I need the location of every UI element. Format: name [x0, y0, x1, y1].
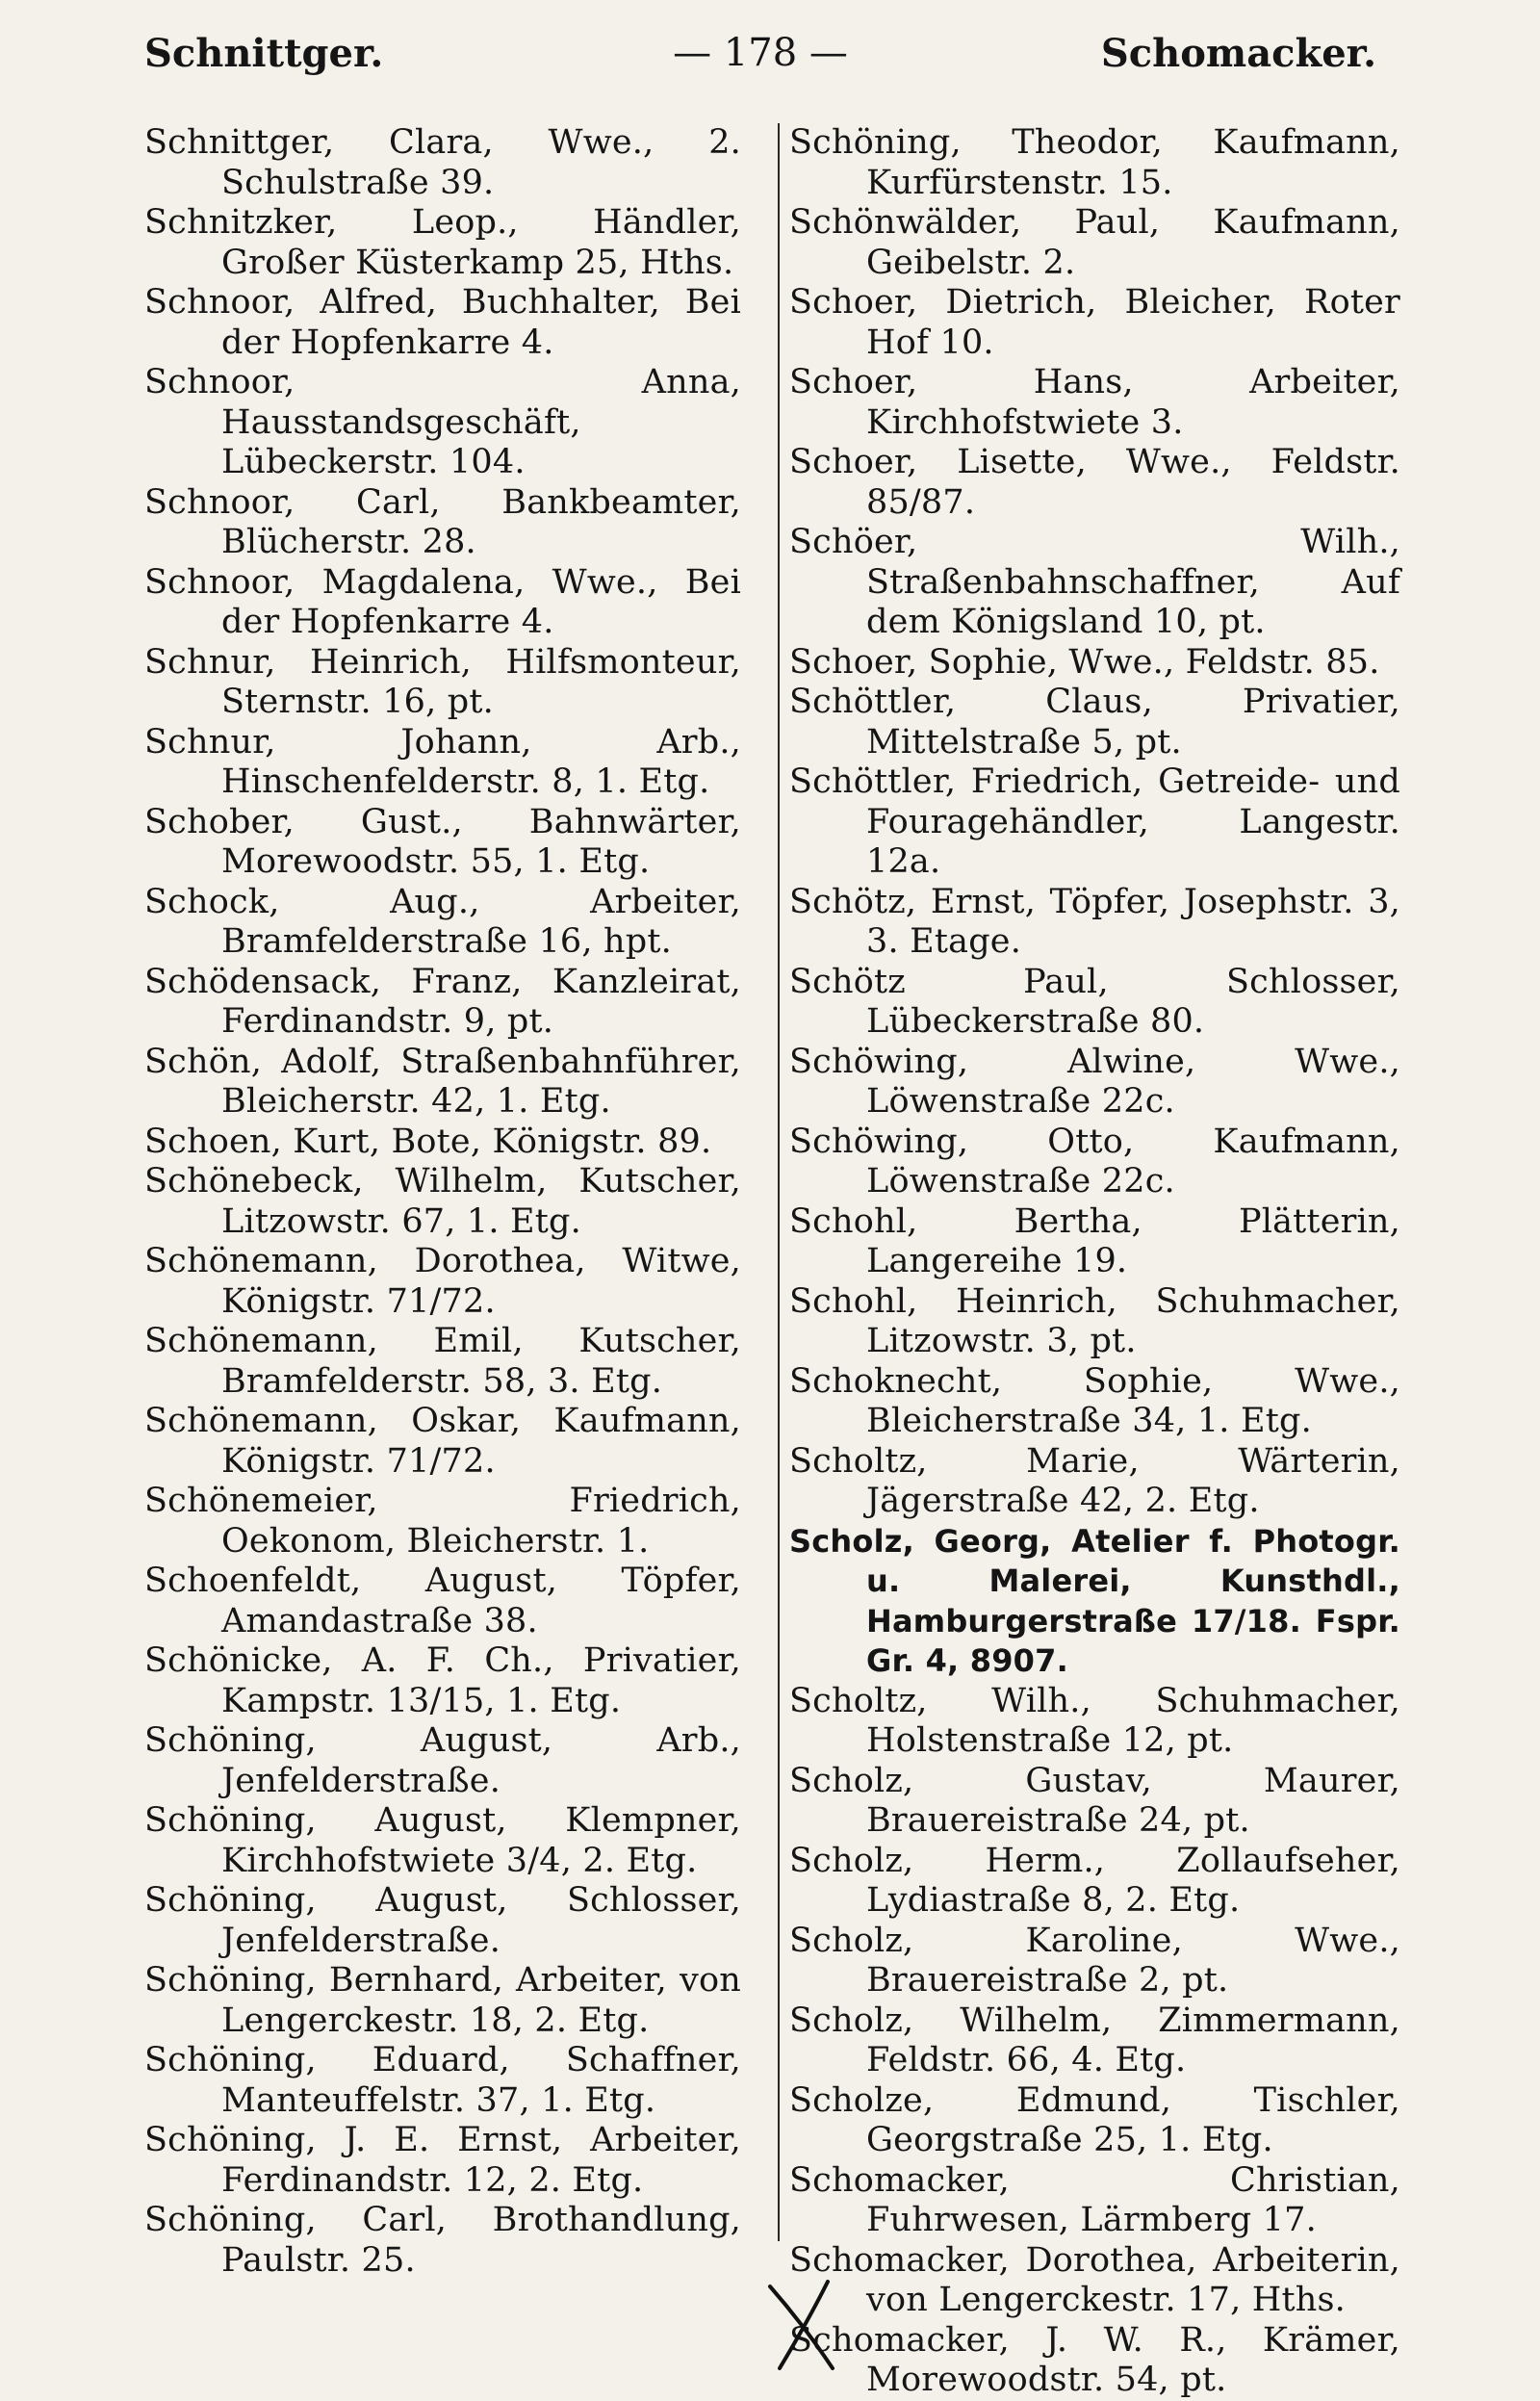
directory-entry: Schnur, Heinrich, Hilfsmonteur, Sternstr. 16, pt.	[144, 642, 741, 721]
directory-entry: Scholz, Herm., Zollaufseher, Lydiastraße 8, 2. Etg.	[789, 1841, 1400, 1920]
directory-entry: Schöwing, Otto, Kaufmann, Löwenstraße 22c.	[789, 1122, 1400, 1200]
directory-entry: Scholz, Gustav, Maurer, Brauereistraße 24, pt.	[789, 1761, 1400, 1840]
directory-entry: Schöwing, Alwine, Wwe., Löwenstraße 22c.	[789, 1042, 1400, 1121]
directory-entry: Schöning, J. E. Ernst, Arbeiter, Ferdinandstr. 12, 2. Etg.	[144, 2121, 741, 2200]
directory-entry: Schöning, August, Arb., Jenfelderstraße.	[144, 1721, 741, 1800]
header-left-keyword: Schnittger.	[144, 31, 384, 76]
header-right-keyword: Schomacker.	[1100, 31, 1376, 76]
directory-entry: Schoenfeldt, August, Töpfer, Amandastraße 38.	[144, 1562, 741, 1640]
directory-entry: Schock, Aug., Arbeiter, Bramfelderstraße 16, hpt.	[144, 882, 741, 961]
directory-entry: Schönemeier, Friedrich, Oekonom, Bleicherstr. 1.	[144, 1482, 741, 1561]
directory-entry: Scholz, Wilhelm, Zimmermann, Feldstr. 66, 4. Etg.	[789, 2001, 1400, 2079]
directory-entry: Schohl, Bertha, Plätterin, Langereihe 19.	[789, 1201, 1400, 1280]
running-head	[144, 31, 1376, 89]
directory-entry: Schönicke, A. F. Ch., Privatier, Kampstr. 13/15, 1. Etg.	[144, 1641, 741, 1720]
directory-entry: Schötz, Ernst, Töpfer, Josephstr. 3, 3. Etage.	[789, 882, 1400, 961]
directory-entry: Schöer, Wilh., Straßenbahnschaffner, Auf dem Königsland 10, pt.	[789, 523, 1400, 641]
directory-entry: Scholtz, Marie, Wärterin, Jägerstraße 42, 2. Etg.	[789, 1441, 1400, 1520]
directory-entry: Schoen, Kurt, Bote, Königstr. 89.	[144, 1122, 712, 1161]
directory-entry: Schober, Gust., Bahnwärter, Morewoodstr. 55, 1. Etg.	[144, 802, 741, 881]
left-column	[144, 123, 741, 2281]
directory-entry: Schnoor, Magdalena, Wwe., Bei der Hopfenkarre 4.	[144, 562, 741, 641]
directory-entry-advertisement: Scholz, Georg, Atelier f. Photogr. u. Malerei, Kunsthdl., Hamburgerstraße 17/18. Fspr. Gr. 4, 8907.	[789, 1522, 1400, 1679]
directory-entry: Schoer, Dietrich, Bleicher, Roter Hof 10.	[789, 283, 1400, 362]
directory-entry: Schoer, Lisette, Wwe., Feldstr. 85/87.	[789, 443, 1400, 522]
directory-entry: Schöning, Theodor, Kaufmann, Kurfürstenstr. 15.	[789, 123, 1400, 202]
directory-entry: Schnoor, Anna, Hausstandsgeschäft, Lübeckerstr. 104.	[144, 363, 741, 481]
handwritten-cross-mark	[751, 2272, 857, 2378]
directory-entry: Schomacker, J. W. R., Krämer, Morewoodstr. 54, pt.	[789, 2320, 1400, 2399]
directory-entry: Schöning, Eduard, Schaffner, Manteuffelstr. 37, 1. Etg.	[144, 2041, 741, 2120]
directory-entry: Schoer, Sophie, Wwe., Feldstr. 85.	[789, 642, 1380, 682]
directory-entry: Schöning, Carl, Brothandlung, Paulstr. 25.	[144, 2201, 741, 2280]
directory-entry: Schönemann, Emil, Kutscher, Bramfelderstr. 58, 3. Etg.	[144, 1322, 741, 1401]
directory-entry: Scholtz, Wilh., Schuhmacher, Holstenstraße 12, pt.	[789, 1681, 1400, 1760]
directory-entry: Schohl, Heinrich, Schuhmacher, Litzowstr. 3, pt.	[789, 1281, 1400, 1360]
directory-entry: Schomacker, Christian, Fuhrwesen, Lärmberg 17.	[789, 2160, 1400, 2239]
directory-entry: Schön, Adolf, Straßenbahnführer, Bleicherstr. 42, 1. Etg.	[144, 1042, 741, 1121]
directory-entry: Schötz Paul, Schlosser, Lübeckerstraße 80.	[789, 962, 1400, 1041]
directory-entry: Schoknecht, Sophie, Wwe., Bleicherstraße 34, 1. Etg.	[789, 1361, 1400, 1440]
directory-entry: Schönebeck, Wilhelm, Kutscher, Litzowstr. 67, 1. Etg.	[144, 1162, 741, 1241]
directory-entry: Schnitzker, Leop., Händler, Großer Küsterkamp 25, Hths.	[144, 203, 741, 282]
directory-entry: Schnoor, Alfred, Buchhalter, Bei der Hopfenkarre 4.	[144, 283, 741, 362]
directory-entry: Schöttler, Friedrich, Getreide- und Fouragehändler, Langestr. 12a.	[789, 762, 1400, 881]
directory-entry: Schnittger, Clara, Wwe., 2. Schulstraße 39.	[144, 123, 741, 202]
column-divider	[778, 123, 780, 2241]
directory-entry: Schomacker, Dorothea, Arbeiterin, von Lengerckestr. 17, Hths.	[789, 2240, 1400, 2319]
directory-entry: Schödensack, Franz, Kanzleirat, Ferdinandstr. 9, pt.	[144, 962, 741, 1041]
directory-entry: Schnoor, Carl, Bankbeamter, Blücherstr. 28.	[144, 482, 741, 561]
directory-entry: Schönemann, Oskar, Kaufmann, Königstr. 71/72.	[144, 1402, 741, 1481]
directory-entry: Scholz, Karoline, Wwe., Brauereistraße 2, pt.	[789, 1921, 1400, 2000]
directory-entry: Schöttler, Claus, Privatier, Mittelstraße 5, pt.	[789, 683, 1400, 762]
directory-entry: Schöning, Bernhard, Arbeiter, von Lengerckestr. 18, 2. Etg.	[144, 1961, 741, 2040]
directory-entry: Schoer, Hans, Arbeiter, Kirchhofstwiete 3.	[789, 363, 1400, 442]
directory-entry: Schöning, August, Klempner, Kirchhofstwiete 3/4, 2. Etg.	[144, 1801, 741, 1880]
directory-entry: Scholze, Edmund, Tischler, Georgstraße 25, 1. Etg.	[789, 2080, 1400, 2159]
directory-entry: Schnur, Johann, Arb., Hinschenfelderstr. 8, 1. Etg.	[144, 722, 741, 801]
directory-entry: Schönwälder, Paul, Kaufmann, Geibelstr. 2.	[789, 203, 1400, 282]
directory-entry: Schönemann, Dorothea, Witwe, Königstr. 71/72.	[144, 1242, 741, 1321]
directory-entry: Schöning, August, Schlosser, Jenfelderstraße.	[144, 1881, 741, 1960]
page-number: — 178 —	[673, 31, 848, 75]
right-column	[789, 123, 1400, 2401]
